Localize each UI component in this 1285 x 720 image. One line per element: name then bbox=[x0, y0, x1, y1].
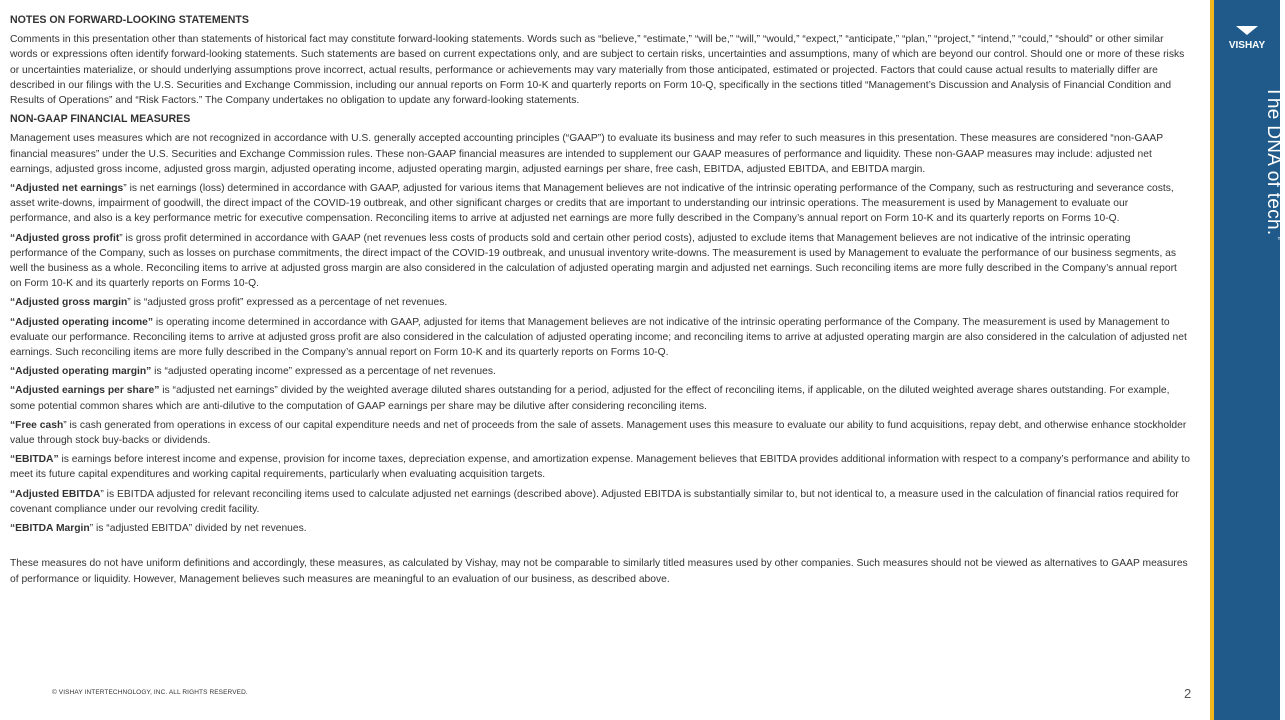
definition-adjusted-eps bbox=[10, 383, 1190, 413]
definition-term: “Adjusted net earnings bbox=[10, 183, 124, 195]
non-gaap-intro-paragraph: Management uses measures which are not recognized in accordance with U.S. generally accepted accounting principles (“GAAP”) to evaluate its business and may refer to such measures in this presentation. These measures are considered “non-GAAP financial measures” under the U.S. Securities and Exchange Commission rules. These non-GAAP financial measures are intended to supplement our GAAP measures of performance and liquidity. These non-GAAP measures may include: adjusted net earnings, adjusted gross income, adjusted gross margin, adjusted operating income, adjusted operating margin, adjusted earnings per share, free cash, EBITDA, adjusted EBITDA, and EBITDA margin. bbox=[10, 133, 1163, 175]
definition-text: is earnings before interest income and expense, provision for income taxes, depreciation expense, and amortization expense. Management believes that EBITDA provides additional information with respect to a company’s performance and ability to meet its future capital expenditures and working capital requirements, particularly when evaluating acquisition targets. bbox=[10, 454, 1191, 481]
slide-content bbox=[10, 13, 1190, 591]
definition-term: “Free cash bbox=[10, 419, 64, 431]
definition-text: ” is “adjusted gross profit” expressed as a percentage of net revenues. bbox=[127, 297, 448, 309]
definition-term: “Adjusted EBITDA bbox=[10, 488, 101, 500]
definition-term: “Adjusted operating margin” bbox=[10, 366, 152, 378]
copyright-footer: © VISHAY INTERTECHNOLOGY, INC. ALL RIGHTS RESERVED. bbox=[52, 689, 248, 696]
forward-looking-heading: NOTES ON FORWARD-LOOKING STATEMENTS bbox=[10, 14, 249, 26]
definition-adjusted-net-earnings bbox=[10, 181, 1190, 227]
definition-text: is “adjusted operating income” expressed as a percentage of net revenues. bbox=[151, 366, 496, 378]
definition-text: ” is cash generated from operations in excess of our capital expenditure needs and net of proceeds from the sale of assets. Management uses this measure to evaluate our ability to fund acquisitions, repay debt, and otherwise enhance stockholder value through stock buy-backs or dividends. bbox=[10, 419, 1187, 447]
definition-adjusted-operating-income bbox=[10, 315, 1190, 361]
tagline-text: The DNA of tech. bbox=[1263, 86, 1284, 236]
definition-adjusted-gross-profit bbox=[10, 231, 1190, 292]
brand-sidebar bbox=[1214, 0, 1285, 720]
definition-term: “Adjusted gross margin bbox=[10, 297, 128, 309]
definition-text: ” is EBITDA adjusted for relevant reconciling items used to calculate adjusted net earnings (described above). Adjusted EBITDA is substantially similar to, but not identical to, a measure used in the calculation of financial ratios required for covenant compliance under our revolving credit facility. bbox=[10, 488, 1179, 515]
definition-adjusted-ebitda bbox=[10, 487, 1190, 517]
non-gaap-heading: NON-GAAP FINANCIAL MEASURES bbox=[10, 113, 191, 126]
definition-text: ” is net earnings (loss) determined in accordance with GAAP, adjusted for various items that Management believes are not indicative of the intrinsic operating performance of the Company, such as restructuring and severance costs, asset write-downs, impairment of goodwill, the direct impact of the COVID-19 outbreak, and other significant charges or credits that are important to understanding our intrinsic operations. The measurement is used by Management to evaluate our performance, and also is a key performance metric for executive compensation. Reconciling items to arrive at adjusted net earnings are more fully described in the Company’s annual report on Form 10-K and its quarterly reports on Forms 10-Q. bbox=[10, 183, 1174, 225]
vishay-logo bbox=[1222, 26, 1272, 52]
definition-term: “Adjusted gross profit bbox=[10, 232, 120, 244]
definition-ebitda-margin bbox=[10, 521, 1190, 536]
page-number: 2 bbox=[1184, 686, 1192, 701]
definition-text: ” is “adjusted EBITDA” divided by net revenues. bbox=[89, 523, 307, 535]
tagline bbox=[1262, 86, 1285, 245]
definition-term: “EBITDA Margin bbox=[10, 523, 90, 535]
forward-looking-paragraph: Comments in this presentation other than statements of historical fact may constitute forward-looking statements. Words such as “believe,” “estimate,” “will be,” “will,” “would,” “expect,” “anticipate,” “plan,” “project,” “intend,” “could,” “should” or other similar words or expressions often identify forward-looking statements. Such statements are based on current expectations only, and are subject to certain risks, uncertainties and assumptions, many of which are beyond our control. Should one or more of these risks or uncertainties materialize, or should underlying assumptions prove incorrect, actual results, performance or achievements may vary materially from those anticipated, estimated or projected. Factors that could cause actual results to materially differ are described in our filings with the U.S. Securities and Exchange Commission, including our annual reports on Form 10-K and quarterly reports on Form 10-Q, specifically in the sections titled “Management’s Discussion and Analysis of Financial Condition and Results of Operations” and “Risk Factors.” The Company undertakes no obligation to update any forward-looking statements. bbox=[10, 34, 1185, 107]
definition-text: is “adjusted net earnings” divided by the weighted average diluted shares outstanding for a period, adjusted for the effect of reconciling items, if applicable, on the diluted weighted average shares outstanding. For example, some potential common shares which are anti-dilutive to the computation of GAAP earnings per share may be dilutive after considering reconciling items. bbox=[10, 385, 1170, 412]
definition-term: “EBITDA” bbox=[10, 454, 59, 466]
definition-adjusted-operating-margin bbox=[10, 364, 1190, 379]
trademark-mark: ™ bbox=[1276, 235, 1285, 245]
definition-adjusted-gross-margin bbox=[10, 295, 1190, 310]
closing-paragraph: These measures do not have uniform definitions and accordingly, these measures, as calculated by Vishay, may not be comparable to similarly titled measures used by other companies. Such measures should not be viewed as alternatives to GAAP measures of performance or liquidity. However, Management believes such measures are meaningful to an evaluation of our business, as described above. bbox=[10, 558, 1188, 585]
logo-text: VISHAY bbox=[1228, 40, 1266, 51]
definition-text: is operating income determined in accordance with GAAP, adjusted for items that Management believes are not indicative of the intrinsic operating performance of the Company. The measurement is used by Management to evaluate our performance. Reconciling items to arrive at adjusted gross profit are also considered in the calculation of adjusted operating income; and reconciling items to arrive at adjusted operating margin are also considered in the calculation of adjusted net earnings. Such reconciling items are more fully described in the Company’s annual report on Form 10-K and its quarterly reports on Forms 10-Q. bbox=[10, 316, 1187, 359]
definition-ebitda bbox=[10, 452, 1190, 482]
definition-term: “Adjusted earnings per share” bbox=[10, 385, 160, 397]
definition-free-cash bbox=[10, 418, 1190, 448]
definition-text: ” is gross profit determined in accordance with GAAP (net revenues less costs of products sold and certain other period costs), adjusted to exclude items that Management believes are not indicative of the intrinsic operating performance of the Company, such as losses on purchase commitments, the direct impact of the COVID-19 outbreak, and unusual inventory write-downs. The measurement is used by Management to evaluate the performance of our business segments, as well the business as a whole. Reconciling items to arrive at adjusted gross margin are also considered in the calculation of adjusted operating margin and adjusted net earnings. Such reconciling items are more fully described in the Company’s annual report on Form 10-K and its quarterly reports on Forms 10-Q. bbox=[10, 232, 1177, 290]
definition-term: “Adjusted operating income” bbox=[10, 316, 154, 328]
